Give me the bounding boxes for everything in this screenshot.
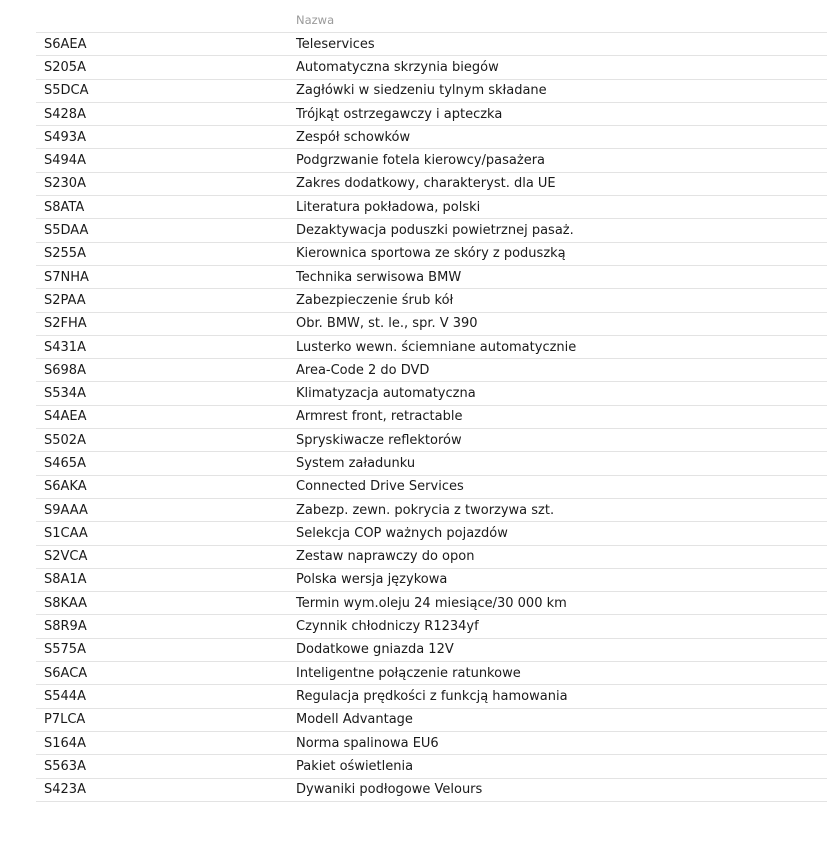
- option-code: S205A: [44, 59, 86, 75]
- option-code: S502A: [44, 432, 86, 448]
- table-row: [36, 243, 827, 266]
- table-body: [36, 33, 827, 802]
- table-row: [36, 406, 827, 429]
- option-name: Norma spalinowa EU6: [296, 735, 439, 751]
- option-code: S534A: [44, 386, 86, 402]
- option-name: Automatyczna skrzynia biegów: [296, 59, 499, 75]
- table-row: [36, 639, 827, 662]
- option-code: S7NHA: [44, 269, 89, 285]
- table-row: [36, 732, 827, 755]
- option-name: Podgrzwanie fotela kierowcy/pasażera: [296, 153, 546, 169]
- option-code: S5DCA: [44, 83, 89, 99]
- option-code: S230A: [44, 176, 86, 192]
- option-code: S493A: [44, 129, 86, 145]
- option-code: S8ATA: [44, 199, 85, 215]
- option-name: Zabezpieczenie śrub kół: [296, 292, 454, 308]
- option-code: S575A: [44, 642, 86, 658]
- option-code: S423A: [44, 782, 86, 798]
- table-header: [36, 8, 827, 33]
- table-row: [36, 522, 827, 545]
- table-row: [36, 382, 827, 405]
- option-name: Literatura pokładowa, polski: [296, 199, 481, 215]
- option-code: S2VCA: [44, 549, 88, 565]
- table-row: [36, 289, 827, 312]
- option-code: S2PAA: [44, 292, 86, 308]
- option-name: Lusterko wewn. ściemniane automatycznie: [296, 339, 577, 355]
- equipment-table: [36, 8, 827, 802]
- table-row: [36, 173, 827, 196]
- option-code: S1CAA: [44, 525, 88, 541]
- option-name: Polska wersja językowa: [296, 572, 448, 588]
- option-name: Czynnik chłodniczy R1234yf: [296, 619, 479, 635]
- option-name: Zakres dodatkowy, charakteryst. dla UE: [296, 176, 556, 192]
- table-row: [36, 56, 827, 79]
- option-code: S4AEA: [44, 409, 87, 425]
- option-code: S428A: [44, 106, 86, 122]
- option-name: System załadunku: [296, 455, 416, 471]
- option-code: S465A: [44, 455, 86, 471]
- option-name: Connected Drive Services: [296, 479, 464, 495]
- table-row: [36, 779, 827, 802]
- option-code: S6AKA: [44, 479, 87, 495]
- option-name: Klimatyzacja automatyczna: [296, 386, 476, 402]
- table-row: [36, 313, 827, 336]
- option-name: Kierownica sportowa ze skóry z poduszką: [296, 246, 566, 262]
- option-code: S544A: [44, 688, 86, 704]
- option-code: S563A: [44, 758, 86, 774]
- option-code: S255A: [44, 246, 86, 262]
- table-row: [36, 429, 827, 452]
- table-row: [36, 476, 827, 499]
- table-row: [36, 359, 827, 382]
- table-row: [36, 219, 827, 242]
- table-row: [36, 103, 827, 126]
- option-code: S8KAA: [44, 595, 87, 611]
- table-row: [36, 149, 827, 172]
- option-name: Dywaniki podłogowe Velours: [296, 782, 483, 798]
- option-name: Teleservices: [296, 36, 375, 52]
- table-row: [36, 452, 827, 475]
- option-name: Zagłówki w siedzeniu tylnym składane: [296, 83, 547, 99]
- table-row: [36, 336, 827, 359]
- table-row: [36, 266, 827, 289]
- option-name: Zabezp. zewn. pokrycia z tworzywa szt.: [296, 502, 555, 518]
- option-code: S2FHA: [44, 316, 87, 332]
- option-name: Inteligentne połączenie ratunkowe: [296, 665, 521, 681]
- option-name: Obr. BMW, st. le., spr. V 390: [296, 316, 478, 332]
- option-name: Dezaktywacja poduszki powietrznej pasaż.: [296, 223, 574, 239]
- option-code: S8R9A: [44, 619, 87, 635]
- option-code: S698A: [44, 362, 86, 378]
- option-code: S431A: [44, 339, 86, 355]
- option-name: Zestaw naprawczy do opon: [296, 549, 475, 565]
- option-name: Spryskiwacze reflektorów: [296, 432, 462, 448]
- table-row: [36, 499, 827, 522]
- option-code: P7LCA: [44, 712, 86, 728]
- table-row: [36, 546, 827, 569]
- option-code: S494A: [44, 153, 86, 169]
- table-row: [36, 126, 827, 149]
- option-name: Pakiet oświetlenia: [296, 758, 414, 774]
- table-row: [36, 592, 827, 615]
- option-code: S5DAA: [44, 223, 89, 239]
- option-name: Armrest front, retractable: [296, 409, 463, 425]
- table-row: [36, 755, 827, 778]
- option-code: S8A1A: [44, 572, 87, 588]
- option-name: Zespół schowków: [296, 129, 411, 145]
- table-row: [36, 196, 827, 219]
- option-code: S6ACA: [44, 665, 88, 681]
- table-row: [36, 662, 827, 685]
- table-row: [36, 33, 827, 56]
- option-name: Dodatkowe gniazda 12V: [296, 642, 454, 658]
- option-name: Area-Code 2 do DVD: [296, 362, 430, 378]
- option-name: Regulacja prędkości z funkcją hamowania: [296, 688, 568, 704]
- option-code: S164A: [44, 735, 86, 751]
- option-code: S9AAA: [44, 502, 88, 518]
- option-name: Trójkąt ostrzegawczy i apteczka: [296, 106, 503, 122]
- option-name: Technika serwisowa BMW: [296, 269, 462, 285]
- option-name: Modell Advantage: [296, 712, 413, 728]
- table-row: [36, 80, 827, 103]
- table-row: [36, 685, 827, 708]
- option-name: Termin wym.oleju 24 miesiące/30 000 km: [296, 595, 567, 611]
- table-row: [36, 615, 827, 638]
- option-code: S6AEA: [44, 36, 87, 52]
- table-row: [36, 709, 827, 732]
- option-name: Selekcja COP ważnych pojazdów: [296, 525, 508, 541]
- header-name: Nazwa: [296, 13, 335, 27]
- table-row: [36, 569, 827, 592]
